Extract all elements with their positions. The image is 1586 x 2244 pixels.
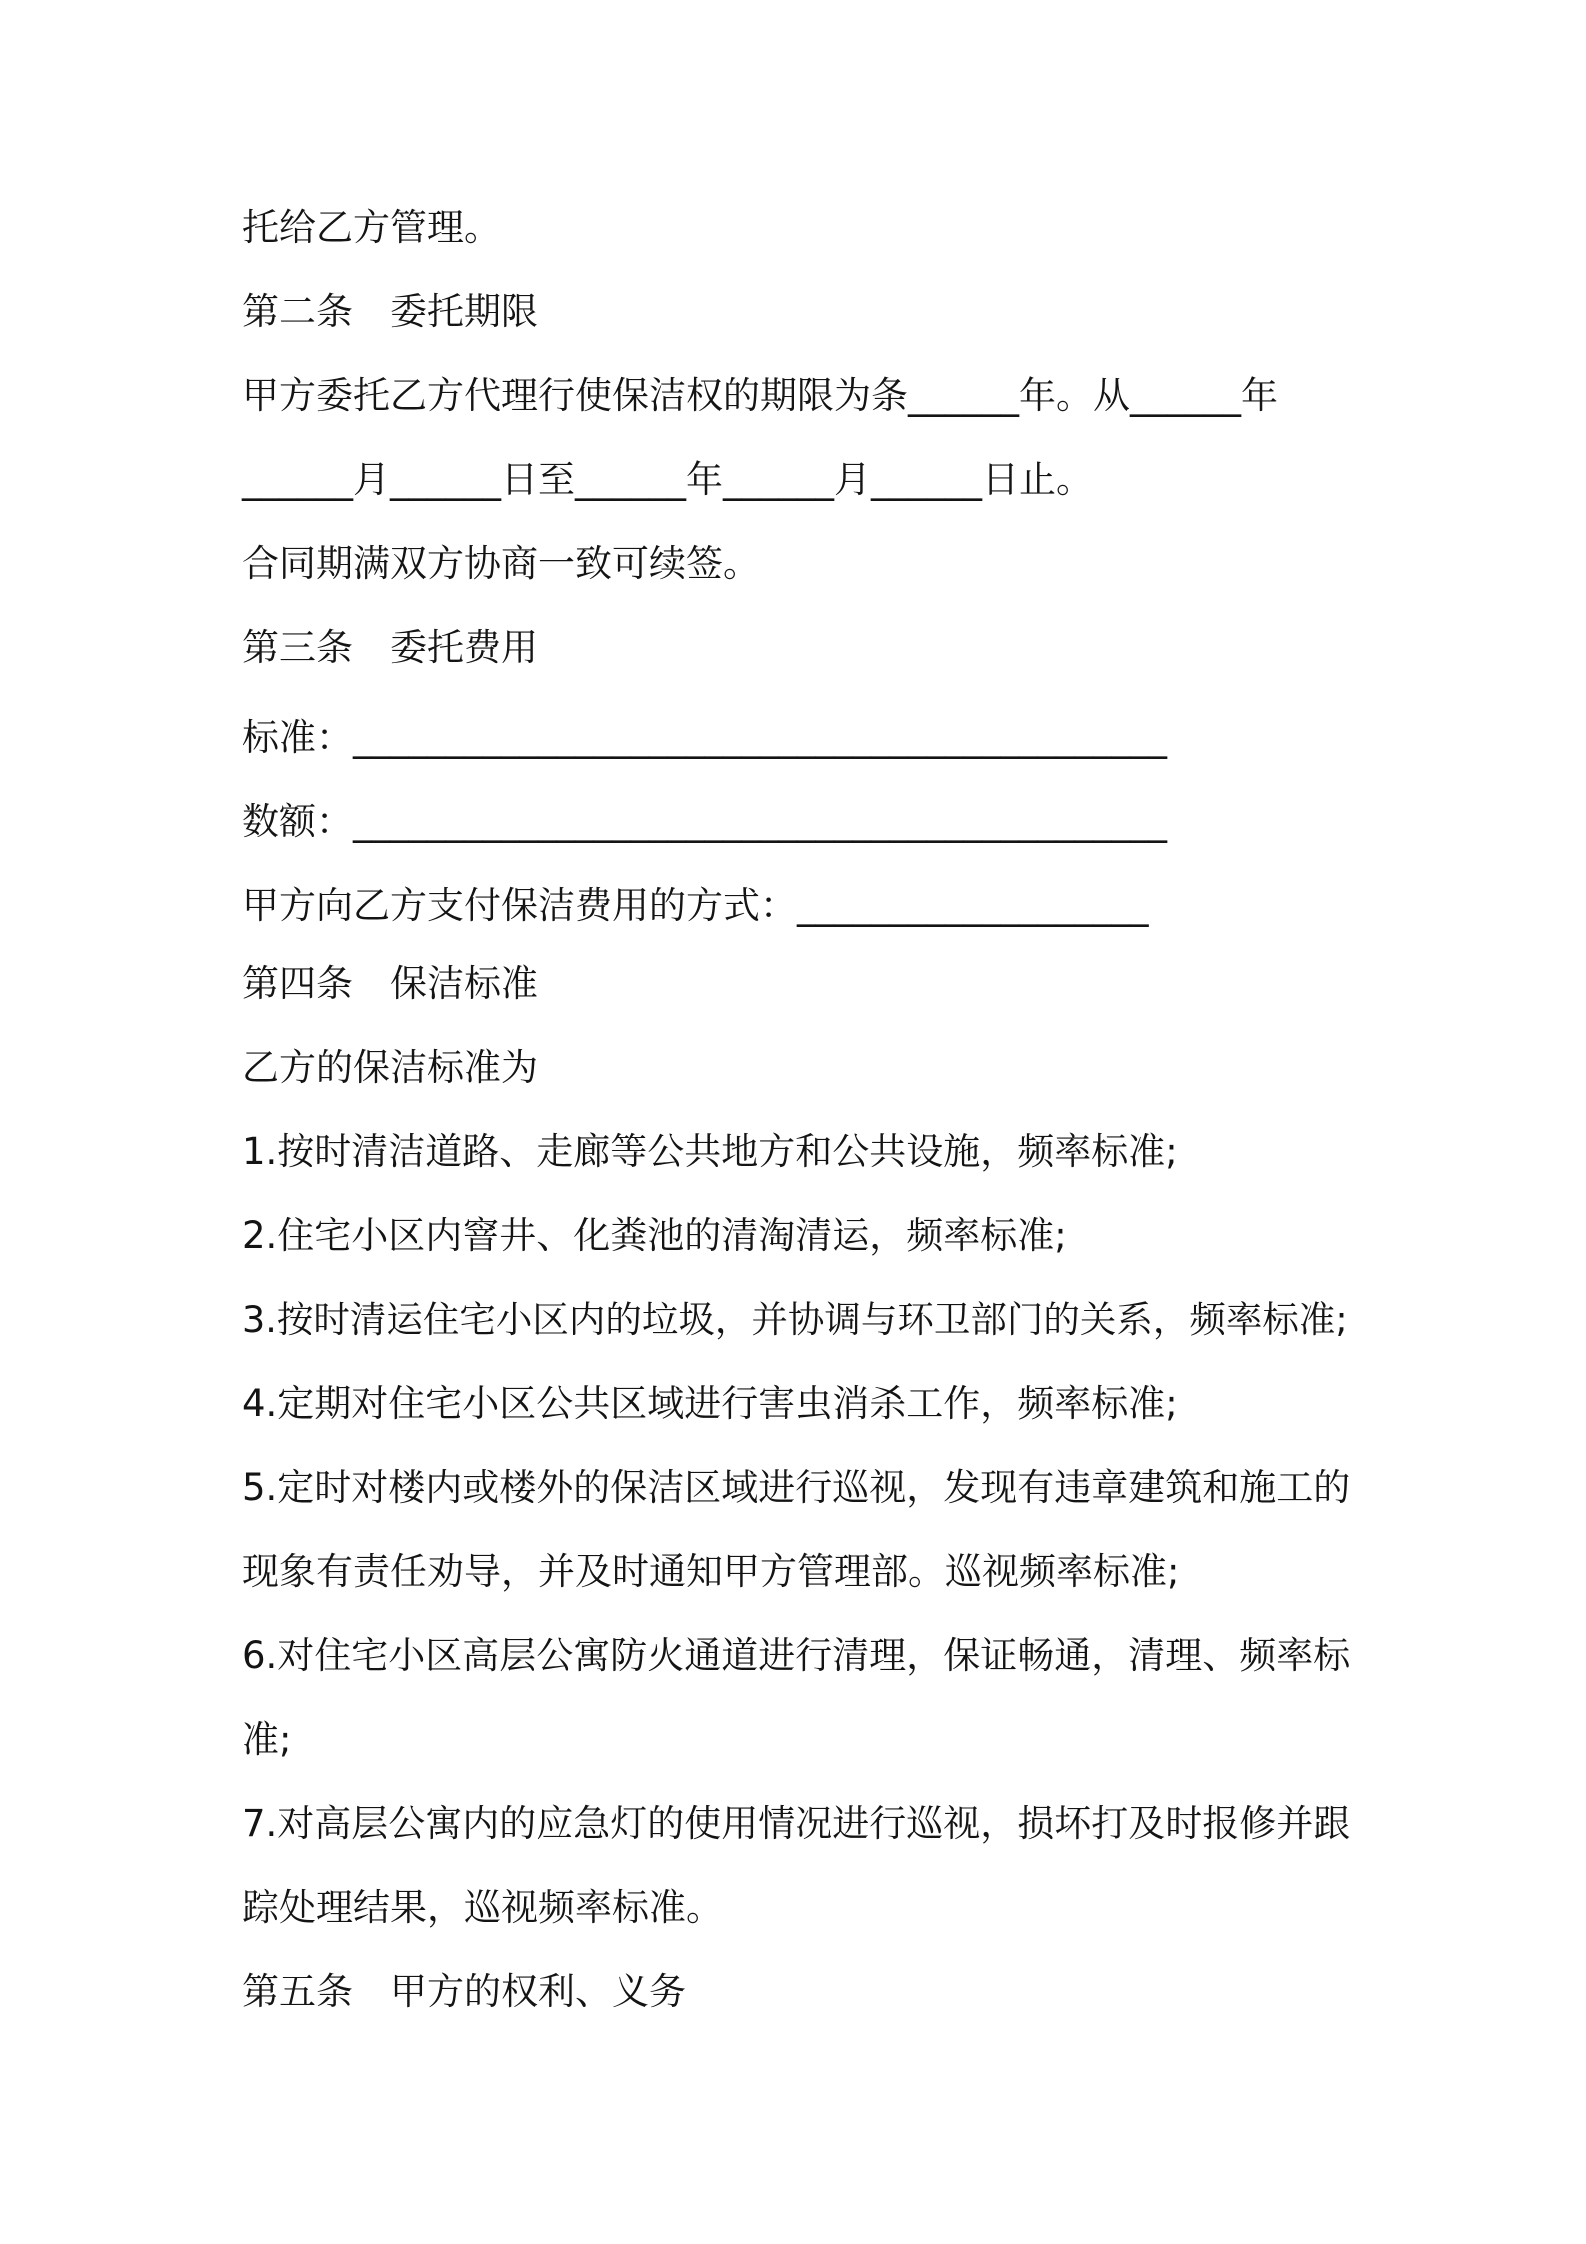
item-1: 1.按时清洁道路、走廊等公共地方和公共设施，频率标准; <box>242 1130 1178 1173</box>
article-2-heading: 第二条 委托期限 <box>242 290 538 333</box>
line-11: 乙方的保洁标准为 <box>242 1046 538 1089</box>
standard-field: 标准：____________________________________________ <box>242 716 1167 759</box>
item-5-cont: 现象有责任劝导，并及时通知甲方管理部。巡视频率标准; <box>242 1550 1180 1593</box>
item-2: 2.住宅小区内窨井、化粪池的清淘清运，频率标准; <box>242 1214 1067 1257</box>
item-6: 6.对住宅小区高层公寓防火通道进行清理，保证畅通，清理、频率标 <box>242 1634 1351 1677</box>
item-4: 4.定期对住宅小区公共区域进行害虫消杀工作，频率标准; <box>242 1382 1178 1425</box>
item-5: 5.定时对楼内或楼外的保洁区域进行巡视，发现有违章建筑和施工的 <box>242 1466 1351 1509</box>
line-1: 托给乙方管理。 <box>242 206 501 249</box>
item-3: 3.按时清运住宅小区内的垃圾，并协调与环卫部门的关系，频率标准; <box>242 1298 1348 1341</box>
line-3: 甲方委托乙方代理行使保洁权的期限为条______年。从______年 <box>242 374 1278 417</box>
article-4-heading: 第四条 保洁标准 <box>242 962 538 1005</box>
line-4: ______月______日至______年______月______日止。 <box>242 458 1093 501</box>
item-7: 7.对高层公寓内的应急灯的使用情况进行巡视，损坏打及时报修并跟 <box>242 1802 1351 1845</box>
item-7-cont: 踪处理结果，巡视频率标准。 <box>242 1886 723 1929</box>
line-5: 合同期满双方协商一致可续签。 <box>242 542 760 585</box>
article-5-heading: 第五条 甲方的权利、义务 <box>242 1970 686 2013</box>
payment-method-field: 甲方向乙方支付保洁费用的方式：___________________ <box>242 884 1149 927</box>
amount-field: 数额：____________________________________________ <box>242 800 1167 843</box>
article-3-heading: 第三条 委托费用 <box>242 626 538 669</box>
item-6-cont: 准; <box>242 1718 292 1761</box>
